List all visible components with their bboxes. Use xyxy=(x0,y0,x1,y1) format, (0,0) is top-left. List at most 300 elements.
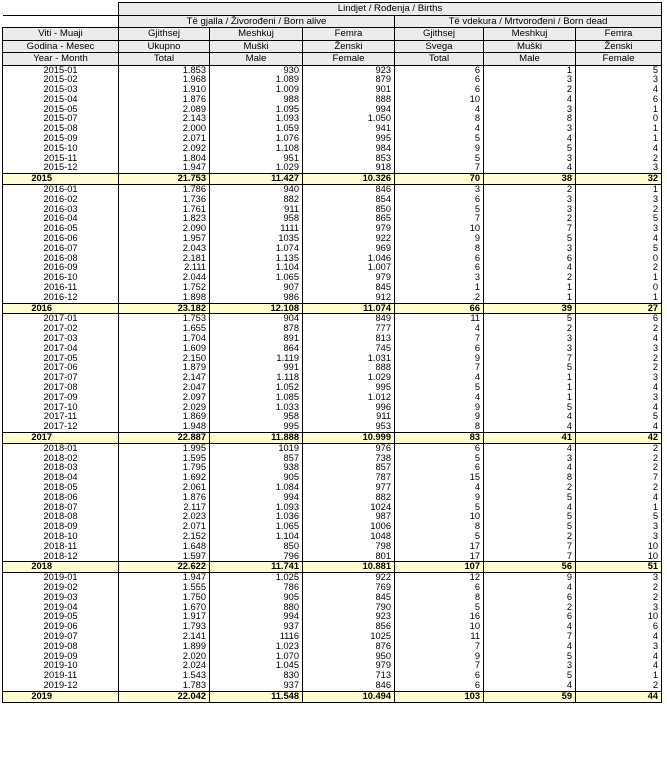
period-cell: 2017-03 xyxy=(3,334,119,344)
table-row xyxy=(3,383,662,393)
header-row-label-en: Year - Month xyxy=(3,53,119,66)
period-cell: 2016-04 xyxy=(3,214,119,224)
period-cell: 2016-09 xyxy=(3,263,119,273)
alive-male-cell: 891 xyxy=(210,334,303,344)
year-total-row xyxy=(3,174,662,185)
dead-female-cell: 2 xyxy=(576,324,662,334)
alive-male-cell: 938 xyxy=(210,463,303,473)
dead-total-cell: 7 xyxy=(395,334,484,344)
dead-total-cell: 4 xyxy=(395,373,484,383)
alive-total-cell: 2.181 xyxy=(119,254,210,264)
alive-female-cell: 950 xyxy=(303,652,395,662)
period-cell: 2017-08 xyxy=(3,383,119,393)
dead-female-cell: 3 xyxy=(576,75,662,85)
alive-female-cell: 1025 xyxy=(303,632,395,642)
alive-female-cell: 979 xyxy=(303,661,395,671)
dead-total-cell: 9 xyxy=(395,234,484,244)
alive-total-cell: 1.879 xyxy=(119,363,210,373)
dead-total-cell: 7 xyxy=(395,214,484,224)
alive-female-cell: 10.999 xyxy=(303,432,395,443)
dead-total-cell: 12 xyxy=(395,573,484,583)
alive-female-cell: 979 xyxy=(303,273,395,283)
period-cell: 2017-11 xyxy=(3,412,119,422)
table-row xyxy=(3,552,662,562)
alive-total-cell: 1.786 xyxy=(119,185,210,195)
alive-male-cell: 958 xyxy=(210,214,303,224)
dead-male-cell: 5 xyxy=(484,403,576,413)
alive-male-cell: 786 xyxy=(210,583,303,593)
alive-total-cell: 1.648 xyxy=(119,542,210,552)
alive-total-cell: 1.753 xyxy=(119,314,210,324)
dead-female-cell: 6 xyxy=(576,95,662,105)
alive-male-cell: 878 xyxy=(210,324,303,334)
alive-male-cell: 1.029 xyxy=(210,163,303,173)
table-row xyxy=(3,254,662,264)
period-cell: 2018-05 xyxy=(3,483,119,493)
dead-total-cell: 83 xyxy=(395,432,484,443)
dead-male-cell: 4 xyxy=(484,681,576,691)
table-row xyxy=(3,483,662,493)
dead-total-cell: 10 xyxy=(395,512,484,522)
dead-male-cell: 3 xyxy=(484,344,576,354)
alive-total-cell: 2.092 xyxy=(119,144,210,154)
alive-female-cell: 738 xyxy=(303,454,395,464)
alive-male-cell: 12.108 xyxy=(210,303,303,314)
year-total-row xyxy=(3,432,662,443)
period-cell: 2019-04 xyxy=(3,603,119,613)
alive-female-cell: 857 xyxy=(303,463,395,473)
dead-total-cell: 8 xyxy=(395,522,484,532)
alive-female-cell: 10.494 xyxy=(303,691,395,702)
alive-male-cell: 1.052 xyxy=(210,383,303,393)
dead-female-cell: 1 xyxy=(576,124,662,134)
dead-male-cell: 4 xyxy=(484,463,576,473)
dead-male-cell: 6 xyxy=(484,593,576,603)
header-dead-total-en: Total xyxy=(395,53,484,66)
dead-female-cell: 1 xyxy=(576,273,662,283)
table-row xyxy=(3,454,662,464)
dead-female-cell: 4 xyxy=(576,234,662,244)
dead-female-cell: 5 xyxy=(576,244,662,254)
dead-male-cell: 39 xyxy=(484,303,576,314)
dead-female-cell: 27 xyxy=(576,303,662,314)
alive-female-cell: 987 xyxy=(303,512,395,522)
table-row xyxy=(3,214,662,224)
dead-total-cell: 7 xyxy=(395,163,484,173)
alive-male-cell: 1.108 xyxy=(210,144,303,154)
alive-total-cell: 1.793 xyxy=(119,622,210,632)
alive-male-cell: 1.093 xyxy=(210,503,303,513)
dead-male-cell: 1 xyxy=(484,65,576,75)
dead-male-cell: 3 xyxy=(484,661,576,671)
dead-male-cell: 3 xyxy=(484,334,576,344)
period-cell: 2019-03 xyxy=(3,593,119,603)
dead-total-cell: 7 xyxy=(395,642,484,652)
period-cell: 2015-09 xyxy=(3,134,119,144)
dead-total-cell: 17 xyxy=(395,542,484,552)
alive-female-cell: 849 xyxy=(303,314,395,324)
dead-male-cell: 41 xyxy=(484,432,576,443)
period-cell: 2017 xyxy=(3,432,119,443)
table-body xyxy=(3,65,662,702)
alive-male-cell: 1.065 xyxy=(210,273,303,283)
alive-total-cell: 1.543 xyxy=(119,671,210,681)
table-row xyxy=(3,393,662,403)
dead-female-cell: 3 xyxy=(576,224,662,234)
dead-male-cell: 2 xyxy=(484,185,576,195)
table-row xyxy=(3,344,662,354)
dead-male-cell: 2 xyxy=(484,85,576,95)
header-alive-male-sr: Muški xyxy=(210,40,303,53)
table-header xyxy=(3,3,662,66)
alive-male-cell: 905 xyxy=(210,473,303,483)
dead-female-cell: 3 xyxy=(576,344,662,354)
dead-female-cell: 0 xyxy=(576,254,662,264)
dead-total-cell: 10 xyxy=(395,95,484,105)
dead-total-cell: 2 xyxy=(395,293,484,303)
alive-female-cell: 745 xyxy=(303,344,395,354)
dead-female-cell: 44 xyxy=(576,691,662,702)
alive-male-cell: 1.093 xyxy=(210,114,303,124)
alive-total-cell: 1.670 xyxy=(119,603,210,613)
dead-male-cell: 2 xyxy=(484,483,576,493)
period-cell: 2019 xyxy=(3,691,119,702)
table-row xyxy=(3,503,662,513)
dead-female-cell: 7 xyxy=(576,473,662,483)
dead-female-cell: 1 xyxy=(576,185,662,195)
header-alive-female-sq: Femra xyxy=(303,28,395,41)
table-row xyxy=(3,632,662,642)
dead-total-cell: 1 xyxy=(395,283,484,293)
alive-total-cell: 1.876 xyxy=(119,493,210,503)
alive-female-cell: 901 xyxy=(303,85,395,95)
table-row xyxy=(3,263,662,273)
alive-male-cell: 988 xyxy=(210,95,303,105)
alive-male-cell: 1.025 xyxy=(210,573,303,583)
alive-total-cell: 1.752 xyxy=(119,283,210,293)
alive-female-cell: 995 xyxy=(303,383,395,393)
dead-male-cell: 4 xyxy=(484,503,576,513)
alive-female-cell: 912 xyxy=(303,293,395,303)
dead-total-cell: 5 xyxy=(395,134,484,144)
alive-total-cell: 1.917 xyxy=(119,612,210,622)
alive-female-cell: 845 xyxy=(303,283,395,293)
alive-female-cell: 923 xyxy=(303,612,395,622)
alive-total-cell: 1.597 xyxy=(119,552,210,562)
alive-female-cell: 787 xyxy=(303,473,395,483)
dead-total-cell: 17 xyxy=(395,552,484,562)
dead-total-cell: 6 xyxy=(395,75,484,85)
table-row xyxy=(3,163,662,173)
dead-female-cell: 4 xyxy=(576,383,662,393)
header-corner xyxy=(3,3,119,16)
alive-male-cell: 1.036 xyxy=(210,512,303,522)
dead-male-cell: 6 xyxy=(484,254,576,264)
table-row xyxy=(3,75,662,85)
alive-female-cell: 969 xyxy=(303,244,395,254)
alive-female-cell: 879 xyxy=(303,75,395,85)
table-row xyxy=(3,293,662,303)
dead-male-cell: 3 xyxy=(484,124,576,134)
alive-male-cell: 1111 xyxy=(210,224,303,234)
alive-female-cell: 846 xyxy=(303,681,395,691)
alive-total-cell: 1.947 xyxy=(119,573,210,583)
period-cell: 2015-11 xyxy=(3,154,119,164)
year-total-row xyxy=(3,303,662,314)
alive-total-cell: 1.595 xyxy=(119,454,210,464)
dead-male-cell: 5 xyxy=(484,314,576,324)
dead-female-cell: 2 xyxy=(576,593,662,603)
dead-female-cell: 2 xyxy=(576,454,662,464)
table-row xyxy=(3,95,662,105)
dead-male-cell: 5 xyxy=(484,363,576,373)
dead-total-cell: 4 xyxy=(395,105,484,115)
alive-total-cell: 22.622 xyxy=(119,562,210,573)
alive-male-cell: 1.089 xyxy=(210,75,303,85)
dead-female-cell: 3 xyxy=(576,573,662,583)
period-cell: 2019-01 xyxy=(3,573,119,583)
alive-female-cell: 996 xyxy=(303,403,395,413)
alive-female-cell: 846 xyxy=(303,185,395,195)
alive-total-cell: 1.876 xyxy=(119,95,210,105)
dead-male-cell: 8 xyxy=(484,114,576,124)
period-cell: 2015-08 xyxy=(3,124,119,134)
alive-male-cell: 11.427 xyxy=(210,174,303,185)
alive-male-cell: 1.104 xyxy=(210,263,303,273)
alive-total-cell: 2.141 xyxy=(119,632,210,642)
table-row xyxy=(3,603,662,613)
header-dead-male-sr: Muški xyxy=(484,40,576,53)
period-cell: 2015-10 xyxy=(3,144,119,154)
dead-male-cell: 1 xyxy=(484,293,576,303)
dead-female-cell: 4 xyxy=(576,403,662,413)
alive-male-cell: 986 xyxy=(210,293,303,303)
table-row xyxy=(3,234,662,244)
alive-total-cell: 21.753 xyxy=(119,174,210,185)
dead-total-cell: 8 xyxy=(395,114,484,124)
alive-male-cell: 1.119 xyxy=(210,354,303,364)
alive-female-cell: 1.012 xyxy=(303,393,395,403)
alive-male-cell: 1.135 xyxy=(210,254,303,264)
header-alive-male-en: Male xyxy=(210,53,303,66)
alive-male-cell: 880 xyxy=(210,603,303,613)
alive-female-cell: 777 xyxy=(303,324,395,334)
dead-female-cell: 10 xyxy=(576,612,662,622)
dead-total-cell: 10 xyxy=(395,622,484,632)
dead-male-cell: 59 xyxy=(484,691,576,702)
dead-male-cell: 4 xyxy=(484,263,576,273)
alive-male-cell: 907 xyxy=(210,283,303,293)
alive-total-cell: 2.147 xyxy=(119,373,210,383)
period-cell: 2015 xyxy=(3,174,119,185)
dead-male-cell: 2 xyxy=(484,214,576,224)
header-dead-total-sr: Svega xyxy=(395,40,484,53)
header-alive-total-sq: Gjithsej xyxy=(119,28,210,41)
dead-total-cell: 4 xyxy=(395,124,484,134)
dead-female-cell: 4 xyxy=(576,632,662,642)
header-dead-male-en: Male xyxy=(484,53,576,66)
period-cell: 2016-01 xyxy=(3,185,119,195)
table-row xyxy=(3,244,662,254)
alive-male-cell: 1.104 xyxy=(210,532,303,542)
dead-total-cell: 11 xyxy=(395,314,484,324)
dead-male-cell: 5 xyxy=(484,522,576,532)
alive-total-cell: 2.000 xyxy=(119,124,210,134)
dead-female-cell: 0 xyxy=(576,114,662,124)
alive-female-cell: 10.326 xyxy=(303,174,395,185)
alive-male-cell: 11.548 xyxy=(210,691,303,702)
header-born-alive: Të gjalla / Živorođeni / Born alive xyxy=(119,15,395,28)
alive-female-cell: 850 xyxy=(303,205,395,215)
dead-total-cell: 16 xyxy=(395,612,484,622)
dead-total-cell: 5 xyxy=(395,154,484,164)
table-row xyxy=(3,652,662,662)
period-cell: 2019-12 xyxy=(3,681,119,691)
period-cell: 2016-10 xyxy=(3,273,119,283)
dead-female-cell: 2 xyxy=(576,263,662,273)
table-row xyxy=(3,144,662,154)
period-cell: 2018-12 xyxy=(3,552,119,562)
dead-male-cell: 4 xyxy=(484,443,576,453)
table-row xyxy=(3,661,662,671)
table-row xyxy=(3,532,662,542)
dead-female-cell: 2 xyxy=(576,463,662,473)
alive-total-cell: 1.761 xyxy=(119,205,210,215)
alive-male-cell: 951 xyxy=(210,154,303,164)
dead-male-cell: 2 xyxy=(484,603,576,613)
table-row xyxy=(3,493,662,503)
alive-male-cell: 1.074 xyxy=(210,244,303,254)
dead-male-cell: 3 xyxy=(484,195,576,205)
alive-male-cell: 1.023 xyxy=(210,642,303,652)
alive-female-cell: 1.007 xyxy=(303,263,395,273)
period-cell: 2015-01 xyxy=(3,65,119,75)
dead-male-cell: 7 xyxy=(484,224,576,234)
alive-male-cell: 904 xyxy=(210,314,303,324)
period-cell: 2018-01 xyxy=(3,443,119,453)
alive-female-cell: 882 xyxy=(303,493,395,503)
dead-total-cell: 4 xyxy=(395,483,484,493)
dead-female-cell: 3 xyxy=(576,532,662,542)
dead-male-cell: 9 xyxy=(484,573,576,583)
table-row xyxy=(3,422,662,432)
table-row xyxy=(3,314,662,324)
dead-total-cell: 5 xyxy=(395,454,484,464)
alive-male-cell: 1.076 xyxy=(210,134,303,144)
dead-male-cell: 4 xyxy=(484,163,576,173)
table-row xyxy=(3,403,662,413)
header-born-dead: Të vdekura / Mrtvorođeni / Born dead xyxy=(395,15,662,28)
alive-female-cell: 953 xyxy=(303,422,395,432)
dead-total-cell: 5 xyxy=(395,205,484,215)
dead-female-cell: 4 xyxy=(576,85,662,95)
dead-total-cell: 6 xyxy=(395,463,484,473)
alive-male-cell: 930 xyxy=(210,65,303,75)
dead-female-cell: 32 xyxy=(576,174,662,185)
period-cell: 2017-02 xyxy=(3,324,119,334)
table-row xyxy=(3,373,662,383)
dead-male-cell: 2 xyxy=(484,273,576,283)
alive-total-cell: 2.044 xyxy=(119,273,210,283)
alive-female-cell: 865 xyxy=(303,214,395,224)
alive-total-cell: 2.111 xyxy=(119,263,210,273)
alive-female-cell: 790 xyxy=(303,603,395,613)
dead-male-cell: 3 xyxy=(484,105,576,115)
header-alive-female-sr: Ženski xyxy=(303,40,395,53)
alive-male-cell: 937 xyxy=(210,622,303,632)
dead-female-cell: 6 xyxy=(576,622,662,632)
dead-male-cell: 4 xyxy=(484,134,576,144)
table-row xyxy=(3,124,662,134)
dead-total-cell: 3 xyxy=(395,273,484,283)
dead-female-cell: 4 xyxy=(576,661,662,671)
table-row xyxy=(3,185,662,195)
dead-total-cell: 11 xyxy=(395,632,484,642)
alive-female-cell: 1.046 xyxy=(303,254,395,264)
alive-male-cell: 850 xyxy=(210,542,303,552)
period-cell: 2017-07 xyxy=(3,373,119,383)
alive-female-cell: 813 xyxy=(303,334,395,344)
alive-total-cell: 2.117 xyxy=(119,503,210,513)
alive-total-cell: 2.029 xyxy=(119,403,210,413)
period-cell: 2019-05 xyxy=(3,612,119,622)
dead-male-cell: 5 xyxy=(484,652,576,662)
alive-total-cell: 1.655 xyxy=(119,324,210,334)
period-cell: 2017-01 xyxy=(3,314,119,324)
period-cell: 2015-04 xyxy=(3,95,119,105)
alive-male-cell: 1116 xyxy=(210,632,303,642)
table-row xyxy=(3,134,662,144)
period-cell: 2018-10 xyxy=(3,532,119,542)
period-cell: 2015-12 xyxy=(3,163,119,173)
alive-total-cell: 1.555 xyxy=(119,583,210,593)
table-row xyxy=(3,583,662,593)
alive-total-cell: 1.968 xyxy=(119,75,210,85)
period-cell: 2016-05 xyxy=(3,224,119,234)
alive-total-cell: 1.898 xyxy=(119,293,210,303)
alive-total-cell: 1.609 xyxy=(119,344,210,354)
dead-total-cell: 9 xyxy=(395,493,484,503)
dead-male-cell: 4 xyxy=(484,95,576,105)
alive-total-cell: 2.061 xyxy=(119,483,210,493)
alive-female-cell: 984 xyxy=(303,144,395,154)
dead-male-cell: 2 xyxy=(484,324,576,334)
alive-male-cell: 1035 xyxy=(210,234,303,244)
alive-total-cell: 2.047 xyxy=(119,383,210,393)
dead-total-cell: 9 xyxy=(395,403,484,413)
dead-female-cell: 5 xyxy=(576,65,662,75)
period-cell: 2015-07 xyxy=(3,114,119,124)
alive-total-cell: 1.823 xyxy=(119,214,210,224)
dead-male-cell: 1 xyxy=(484,393,576,403)
period-cell: 2016-12 xyxy=(3,293,119,303)
dead-male-cell: 5 xyxy=(484,493,576,503)
table-row xyxy=(3,85,662,95)
header-births-title: Lindjet / Rođenja / Births xyxy=(119,3,662,16)
alive-female-cell: 876 xyxy=(303,642,395,652)
dead-female-cell: 10 xyxy=(576,552,662,562)
alive-female-cell: 911 xyxy=(303,412,395,422)
dead-female-cell: 3 xyxy=(576,393,662,403)
alive-male-cell: 882 xyxy=(210,195,303,205)
alive-male-cell: 1.009 xyxy=(210,85,303,95)
dead-female-cell: 1 xyxy=(576,105,662,115)
dead-female-cell: 2 xyxy=(576,483,662,493)
period-cell: 2017-05 xyxy=(3,354,119,364)
period-cell: 2018-03 xyxy=(3,463,119,473)
period-cell: 2019-10 xyxy=(3,661,119,671)
alive-female-cell: 918 xyxy=(303,163,395,173)
